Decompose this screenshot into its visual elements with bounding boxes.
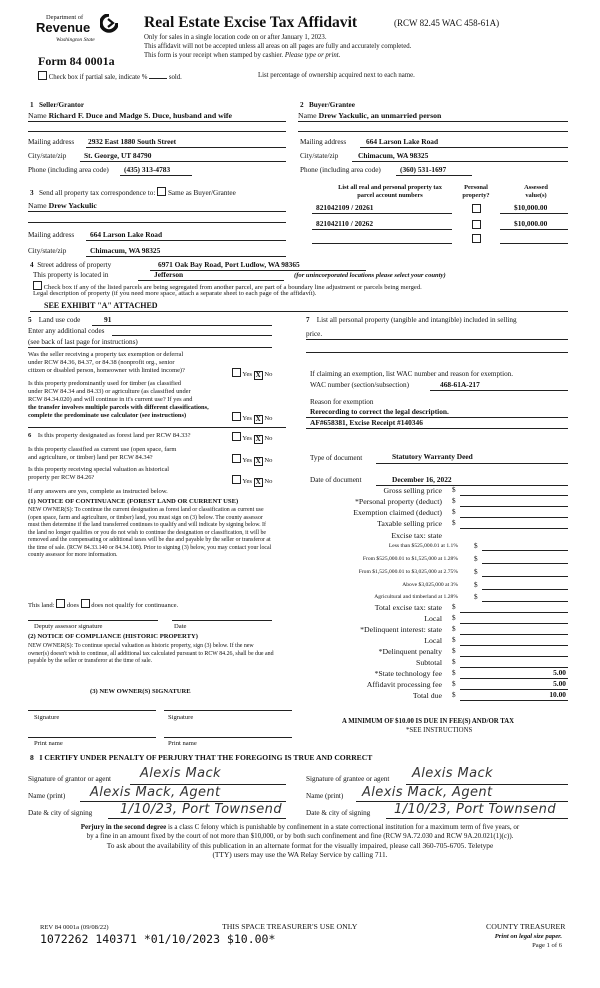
owner-print-label-1: Print name <box>34 740 63 747</box>
buyer-phone[interactable]: (360) 531-1697 <box>400 165 447 174</box>
buyer-phone-label: Phone (including area code) <box>300 166 381 174</box>
personal-property-checkbox[interactable] <box>472 220 481 229</box>
land-does-checkbox[interactable] <box>56 599 65 608</box>
s6-q2-l2: and agriculture, or timber) land per RCW 84.34? <box>28 454 153 461</box>
tax-label: Local <box>424 614 442 623</box>
sold-label: sold. <box>168 74 182 81</box>
does-not-label: does not qualify for continuance. <box>91 602 179 609</box>
s5-q2-l4: the transfer involves multiple parcels with different classifications, <box>28 404 209 411</box>
parcel-number[interactable]: 821042110 / 20262 <box>316 219 374 228</box>
notice2-body: NEW OWNER(S): To continue special valuation as historic property, sign (3) below. If the new owner(s) doesn't wish to continue, all additional tax calculated pursuant to RCW 84.26, shall be due and payable by the seller or transferor at the time of sale. <box>28 643 274 665</box>
segregated-checkbox[interactable] <box>33 281 42 290</box>
s7-text-l2: price. <box>306 330 323 338</box>
tax-label: Total due <box>412 691 442 700</box>
s6-q2-no-checkbox[interactable]: X <box>255 457 261 465</box>
tier-label: From $1,525,000.01 to $3,025,000 at 2.75% <box>358 569 458 575</box>
header-note1: Only for sales in a single location code on or after January 1, 2023. <box>144 34 327 41</box>
buyer-num: 2 <box>300 101 304 109</box>
partial-sale-checkbox[interactable] <box>38 71 47 80</box>
reason-line2[interactable]: AF#658381, Excise Receipt #140346 <box>310 418 423 427</box>
corr-city[interactable]: Chimacum, WA 98325 <box>90 246 161 255</box>
buyer-addr[interactable]: 664 Larson Lake Road <box>366 137 439 146</box>
buyer-name-label: Name <box>298 111 317 120</box>
s6-q3-yes-checkbox[interactable] <box>232 475 241 484</box>
parcel-col1-line1: List all real and personal property tax <box>338 184 442 191</box>
tier-label: Above $3,025,000 at 3% <box>402 582 458 588</box>
dept-line2: Revenue <box>36 20 91 35</box>
yes-label: Yes <box>242 457 253 464</box>
see-back-label: (see back of last page for instructions) <box>28 338 138 346</box>
tax-value[interactable]: 5.00 <box>553 679 566 688</box>
assessed-value[interactable]: $10,000.00 <box>514 203 548 212</box>
dollar-sign: $ <box>474 568 478 576</box>
wac-number[interactable]: 468-61A-217 <box>440 380 480 389</box>
s6-q1: Is this property designated as forest land per RCW 84.33? <box>37 432 191 439</box>
dollar-sign: $ <box>452 497 456 505</box>
grantor-name-label: Name (print) <box>28 792 66 800</box>
dor-logo <box>32 14 120 50</box>
deputy-date-label: Date <box>174 623 187 630</box>
located-county[interactable]: Jefferson <box>154 270 184 279</box>
land-use-label: Land use code <box>38 316 81 324</box>
seller-name-label: Name <box>28 111 47 120</box>
reason-line1[interactable]: Rerecording to correct the legal description. <box>310 407 449 416</box>
grantee-sig-label: Signature of grantee or agent <box>306 775 390 783</box>
parcel-col2-line1: Personal <box>464 184 488 191</box>
form-number: Form 84 0001a <box>38 54 115 68</box>
tier-label: Agricultural and timberland at 1.28% <box>374 594 458 600</box>
doc-type[interactable]: Statutory Warranty Deed <box>392 452 473 461</box>
same-as-buyer-checkbox[interactable] <box>157 187 166 196</box>
dollar-sign: $ <box>452 636 456 644</box>
partial-sale-label: Check box if partial sale, indicate % <box>48 74 148 81</box>
segregated-label: Check box if any of the listed parcels are being segregated from another parcel, are part of a boundary line adjustment or parcels being merged. <box>43 284 422 291</box>
doc-date[interactable]: December 16, 2022 <box>392 475 452 484</box>
perjury-text1: is a class C felony which is punishable by confinement in a state correctional institution for a maximum term of five years, or <box>166 823 520 831</box>
dollar-sign: $ <box>452 603 456 611</box>
dollar-sign: $ <box>474 593 478 601</box>
s6-q3-l2: property per RCW 84.26? <box>28 474 95 481</box>
parcel-col3-line1: Assessed <box>524 184 548 191</box>
no-label: No <box>264 415 273 422</box>
land-does-not-checkbox[interactable] <box>81 599 90 608</box>
tax-label: *Delinquent penalty <box>378 647 442 656</box>
seller-addr-label: Mailing address <box>28 138 75 146</box>
new-owner-sig-title: (3) NEW OWNER(S) SIGNATURE <box>90 688 191 695</box>
receipt-stamp: 1072262 140371 *01/10/2023 $10.00* <box>40 932 276 946</box>
deputy-sig-label: Deputy assessor signature <box>34 623 103 630</box>
parcel-col3-line2: value(s) <box>525 192 547 199</box>
yes-label: Yes <box>242 435 253 442</box>
notice1-body: NEW OWNER(S): To continue the current designation as forest land or classification as current use (open space, farm and agriculture, or timber) land, you must sign on (3) below. The county assessor must then determine if the land transferred continues to qualify and will indicate by signing below. If the land no longer qualifies or you do not wish to continue the designation or classification, it will be removed and the compensating or additional taxes will be due and payable by the seller or transferor at the time of sale. (RCW 84.33.140 or 84.34.108). Prior to signing (3) below, you may contact your local county assessor for more information. <box>28 507 272 559</box>
s6-q3-l1: Is this property receiving special valuation as historical <box>28 466 170 473</box>
header-note3: This form is your receipt when stamped by cashier. <box>144 52 284 59</box>
grantee-signature[interactable]: Alexis Mack <box>412 766 493 781</box>
header-note2: This affidavit will not be accepted unless all areas on all pages are fully and accurately completed. <box>144 43 412 50</box>
s5-q1-l3: citizen or disabled person, homeowner with limited income)? <box>28 367 185 374</box>
seller-name[interactable]: Richard F. Duce and Madge S. Duce, husband and wife <box>48 111 232 120</box>
yes-label: Yes <box>242 415 253 422</box>
does-label: does <box>66 602 79 609</box>
perjury-text2: by a fine in an amount fixed by the court of not more than $10,000, or by both such confinement and fine (RCW 9A.72.030 and RCW 9A.20.021(1)(c)). <box>86 831 514 840</box>
revenue-logo-icon <box>100 14 118 34</box>
seller-phone-label: Phone (including area code) <box>28 166 109 174</box>
form-title: Real Estate Excise Tax Affidavit <box>144 14 358 31</box>
grantee-date-city[interactable]: 1/10/23, Port Townsend <box>394 802 556 817</box>
dollar-sign: $ <box>474 581 478 589</box>
owner-sig-label-1: Signature <box>34 714 60 721</box>
legal-desc-label: Legal description of property (if you need more space, attach a separate sheet to each page of the affidavit). <box>33 290 317 297</box>
tax-label: *Delinquent interest: state <box>360 625 442 634</box>
notice2-title: (2) NOTICE OF COMPLIANCE (HISTORIC PROPERTY) <box>28 633 198 640</box>
print-legal: Print on legal size paper. <box>494 933 562 940</box>
owner-print-label-2: Print name <box>168 740 197 747</box>
seller-city-label: City/state/zip <box>28 152 67 160</box>
dollar-sign: $ <box>452 691 456 699</box>
buyer-name[interactable]: Drew Yackulic, an unmarried person <box>318 111 442 120</box>
s5-q2-yes-checkbox[interactable] <box>232 412 241 421</box>
seller-addr[interactable]: 2932 East 1880 South Street <box>88 137 177 146</box>
property-street[interactable]: 6971 Oak Bay Road, Port Ludlow, WA 98365 <box>158 260 300 269</box>
grantor-name[interactable]: Alexis Mack, Agent <box>90 785 221 800</box>
dollar-sign: $ <box>452 669 456 677</box>
exemption-claim-label: If claiming an exemption, list WAC number and reason for exemption. <box>310 370 514 378</box>
perjury-text4: (TTY) users may use the WA Relay Service by calling 711. <box>212 849 388 859</box>
street-label: Street address of property <box>37 261 112 269</box>
partial-sale-percent[interactable] <box>149 78 167 79</box>
dollar-sign: $ <box>452 658 456 666</box>
corr-label: Send all property tax correspondence to: <box>38 189 156 197</box>
doc-date-label: Date of document <box>310 476 362 484</box>
s5-q2-l2: under RCW 84.34 and 84.33) or agriculture (as classified under <box>28 388 191 395</box>
seller-num: 1 <box>30 101 34 109</box>
s5-q2-l1: Is this property predominantly used for timber (as classified <box>28 380 181 387</box>
header-note3b: Please type or print. <box>284 52 341 59</box>
no-label: No <box>264 478 273 485</box>
grantor-signature[interactable]: Alexis Mack <box>140 766 221 781</box>
assessed-value[interactable]: $10,000.00 <box>514 219 548 228</box>
treasurer-only: THIS SPACE TREASURER'S USE ONLY <box>222 922 358 931</box>
dept-line1: Department of <box>46 14 84 21</box>
s6-q2-l1: Is this property classified as current use (open space, farm <box>28 446 177 453</box>
legal-desc-value[interactable]: SEE EXHIBIT "A" ATTACHED <box>44 301 158 310</box>
owner-sig-label-2: Signature <box>168 714 194 721</box>
seller-phone[interactable]: (435) 313-4783 <box>124 165 171 174</box>
parcel-col2-line2: property? <box>462 192 490 199</box>
ownership-note: List percentage of ownership acquired next to each name. <box>258 72 415 79</box>
s6-num: 6 <box>28 432 32 439</box>
doc-type-label: Type of document <box>310 454 363 462</box>
tier-label: Less than $525,000.01 at 1.1% <box>388 543 458 549</box>
personal-property-checkbox[interactable] <box>472 234 481 243</box>
corr-name[interactable]: Drew Yackulic <box>48 201 97 210</box>
notice1-title: (1) NOTICE OF CONTINUANCE (FOREST LAND OR CURRENT USE) <box>28 498 239 505</box>
dept-line3: Washington State <box>56 37 95 43</box>
dollar-sign: $ <box>452 680 456 688</box>
tax-label: Affidavit processing fee <box>366 680 442 689</box>
tax-label: Total excise tax: state <box>374 603 442 612</box>
buyer-heading: Buyer/Grantee <box>308 101 355 109</box>
tax-value[interactable]: 10.00 <box>549 690 566 699</box>
s5-q1-l2: under RCW 84.36, 84.37, or 84.38 (nonprofit org., senior <box>28 359 175 366</box>
buyer-city[interactable]: Chimacum, WA 98325 <box>358 151 429 160</box>
corr-name-label: Name <box>28 201 47 210</box>
seller-heading: Seller/Grantor <box>38 101 85 109</box>
s5-q2-l5: complete the predominate use calculator (see instructions) <box>28 412 187 419</box>
tax-label: *Personal property (deduct) <box>354 497 442 506</box>
no-label: No <box>264 435 273 442</box>
yes-label: Yes <box>242 371 253 378</box>
tax-label: Gross selling price <box>383 486 442 495</box>
yes-label: Yes <box>242 478 253 485</box>
s5-q2-no-checkbox[interactable]: X <box>255 415 261 423</box>
excise-state-label: Excise tax: state <box>391 531 442 540</box>
reason-label: Reason for exemption <box>310 398 374 406</box>
no-label: No <box>264 371 273 378</box>
dollar-sign: $ <box>474 542 478 550</box>
s6-q1-yes-checkbox[interactable] <box>232 432 241 441</box>
parcel-col1-line2: parcel account numbers <box>357 192 423 199</box>
corr-city-label: City/state/zip <box>28 247 67 255</box>
tax-value[interactable]: 5.00 <box>553 668 566 677</box>
s6-if-yes: If any answers are yes, complete as instructed below. <box>28 488 168 495</box>
this-land-label: This land: <box>28 602 55 609</box>
perjury-bold: Perjury in the second degree <box>80 823 167 831</box>
buyer-city-label: City/state/zip <box>300 152 339 160</box>
tier-label: From $525,000.01 to $1,525,000 at 1.28% <box>362 556 458 562</box>
page-number: Page 1 of 6 <box>532 942 562 949</box>
dollar-sign: $ <box>452 486 456 494</box>
land-use-code[interactable]: 91 <box>104 315 112 324</box>
s6-q2-yes-checkbox[interactable] <box>232 454 241 463</box>
s5-q1-l1: Was the seller receiving a property tax exemption or deferral <box>28 351 184 358</box>
s5-q1-yes-checkbox[interactable] <box>232 368 241 377</box>
grantee-name[interactable]: Alexis Mack, Agent <box>362 785 493 800</box>
buyer-addr-label: Mailing address <box>300 138 347 146</box>
unincorporated-note: (for unincorporated locations please select your county) <box>294 272 446 279</box>
dollar-sign: $ <box>452 508 456 516</box>
grantee-date-label: Date & city of signing <box>306 809 371 817</box>
perjury-text3: To ask about the availability of this publication in an alternate format for the visually impaired, please call 360-705-6705. Teletype <box>106 840 494 850</box>
dollar-sign: $ <box>474 555 478 563</box>
grantor-sig-label: Signature of grantor or agent <box>28 775 112 783</box>
tax-label: *State technology fee <box>374 669 442 678</box>
s6-q1-no-checkbox[interactable]: X <box>255 435 261 443</box>
personal-property-checkbox[interactable] <box>472 204 481 213</box>
located-label: This property is located in <box>33 271 109 279</box>
same-as-label: Same as Buyer/Grantee <box>167 189 236 197</box>
no-label: No <box>264 457 273 464</box>
s7-num: 7 <box>306 316 310 324</box>
s7-text-l1: List all personal property (tangible and intangible) included in selling <box>316 316 517 324</box>
dollar-sign: $ <box>452 614 456 622</box>
s8-num: 8 <box>30 753 34 762</box>
minimum-note: A MINIMUM OF $10.00 IS DUE IN FEE(S) AND/OR TAX <box>342 718 515 725</box>
tax-label: Exemption claimed (deduct) <box>353 508 442 517</box>
wac-label: WAC number (section/subsection) <box>310 381 410 389</box>
see-instructions: *SEE INSTRUCTIONS <box>406 727 473 734</box>
tax-label: Subtotal <box>416 658 442 667</box>
corr-num: 3 <box>30 189 34 197</box>
tax-label: Local <box>424 636 442 645</box>
s4-num: 4 <box>30 261 34 269</box>
grantee-name-label: Name (print) <box>306 792 344 800</box>
certify-text: I CERTIFY UNDER PENALTY OF PERJURY THAT THE FOREGOING IS TRUE AND CORRECT <box>39 753 373 762</box>
county-treasurer: COUNTY TREASURER <box>486 922 566 931</box>
s5-num: 5 <box>28 316 32 324</box>
grantor-date-label: Date & city of signing <box>28 809 93 817</box>
grantor-date-city[interactable]: 1/10/23, Port Townsend <box>120 802 282 817</box>
parcel-number[interactable]: 821042109 / 20261 <box>316 203 374 212</box>
s5-q1-no-checkbox[interactable]: X <box>255 371 261 379</box>
rev-number: REV 84 0001a (09/08/22) <box>40 924 109 931</box>
s5-q2-l3: RCW 84.34.020) and will continue in it's current use? If yes and <box>28 396 193 403</box>
form-title-ref: (RCW 82.45 WAC 458-61A) <box>394 18 500 28</box>
corr-addr-label: Mailing address <box>28 231 75 239</box>
corr-addr[interactable]: 664 Larson Lake Road <box>90 230 163 239</box>
dollar-sign: $ <box>452 519 456 527</box>
dollar-sign: $ <box>452 647 456 655</box>
additional-codes-label: Enter any additional codes <box>28 327 105 335</box>
seller-city[interactable]: St. George, UT 84790 <box>84 151 152 160</box>
tax-label: Taxable selling price <box>377 519 442 528</box>
s6-q3-no-checkbox[interactable]: X <box>255 478 261 486</box>
dollar-sign: $ <box>452 625 456 633</box>
